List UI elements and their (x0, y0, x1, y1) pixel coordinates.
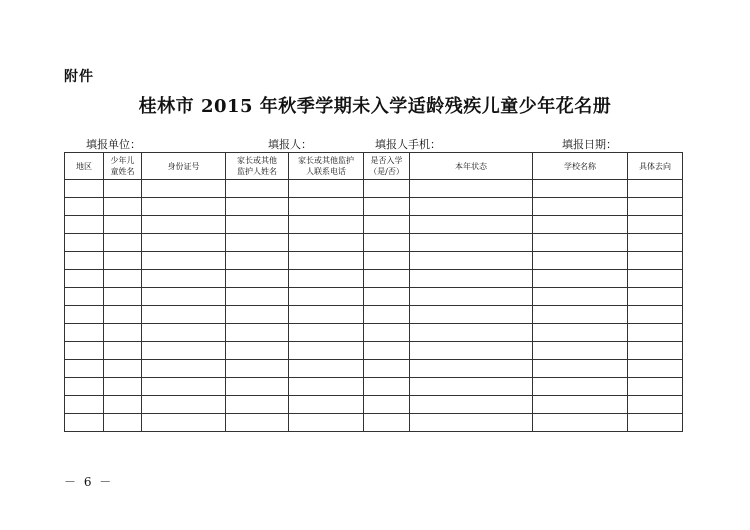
table-cell[interactable] (628, 198, 683, 216)
table-cell[interactable] (533, 360, 628, 378)
table-cell[interactable] (289, 270, 364, 288)
table-cell[interactable] (226, 360, 289, 378)
table-cell[interactable] (226, 378, 289, 396)
table-cell[interactable] (628, 252, 683, 270)
table-cell[interactable] (226, 270, 289, 288)
table-cell[interactable] (533, 270, 628, 288)
column-header: 身份证号 (142, 153, 226, 180)
table-cell[interactable] (104, 288, 142, 306)
table-cell[interactable] (410, 306, 533, 324)
column-header: 本年状态 (410, 153, 533, 180)
table-cell[interactable] (142, 252, 226, 270)
column-header: 学校名称 (533, 153, 628, 180)
table-cell[interactable] (65, 342, 104, 360)
table-cell[interactable] (410, 288, 533, 306)
table-cell[interactable] (410, 324, 533, 342)
table-cell[interactable] (364, 360, 410, 378)
table-row (65, 252, 683, 270)
table-cell[interactable] (364, 252, 410, 270)
table-cell[interactable] (142, 396, 226, 414)
table-cell[interactable] (65, 324, 104, 342)
table-cell[interactable] (104, 396, 142, 414)
page-number: － 6 － (64, 475, 114, 489)
table-cell[interactable] (289, 378, 364, 396)
table-cell[interactable] (226, 342, 289, 360)
table-cell[interactable] (142, 234, 226, 252)
column-header: 家长或其他监护 人联系电话 (289, 153, 364, 180)
table-cell[interactable] (628, 396, 683, 414)
table-cell[interactable] (410, 360, 533, 378)
table-cell[interactable] (65, 378, 104, 396)
table-cell[interactable] (628, 414, 683, 432)
table-cell[interactable] (226, 180, 289, 198)
table-cell[interactable] (226, 288, 289, 306)
table-cell[interactable] (104, 414, 142, 432)
table-cell[interactable] (410, 414, 533, 432)
table-cell[interactable] (142, 360, 226, 378)
column-header: 地区 (65, 153, 104, 180)
table-cell[interactable] (289, 252, 364, 270)
table-cell[interactable] (142, 288, 226, 306)
table-cell[interactable] (533, 342, 628, 360)
table-cell[interactable] (533, 414, 628, 432)
column-header: 是否入学 （是/否） (364, 153, 410, 180)
table-cell[interactable] (142, 198, 226, 216)
table-cell[interactable] (142, 306, 226, 324)
table-cell[interactable] (65, 234, 104, 252)
table-cell[interactable] (364, 378, 410, 396)
table-cell[interactable] (410, 180, 533, 198)
table-cell[interactable] (65, 306, 104, 324)
table-cell[interactable] (104, 216, 142, 234)
table-cell[interactable] (142, 378, 226, 396)
attachment-label: 附件 (64, 69, 94, 85)
reporting-date-label: 填报日期： (562, 138, 617, 151)
table-cell[interactable] (628, 216, 683, 234)
table-row (65, 234, 683, 252)
table-cell[interactable] (628, 378, 683, 396)
column-header: 具体去向 (628, 153, 683, 180)
table-cell[interactable] (104, 270, 142, 288)
table-cell[interactable] (364, 270, 410, 288)
table-cell[interactable] (226, 306, 289, 324)
table-cell[interactable] (104, 360, 142, 378)
table-cell[interactable] (65, 414, 104, 432)
table-cell[interactable] (533, 252, 628, 270)
reporter-phone-label: 填报人手机： (375, 138, 441, 151)
table-cell[interactable] (65, 198, 104, 216)
table-cell[interactable] (104, 378, 142, 396)
table-cell[interactable] (628, 306, 683, 324)
table-cell[interactable] (65, 180, 104, 198)
document-title: 桂林市 2015 年秋季学期未入学适龄残疾儿童少年花名册 (138, 96, 612, 117)
table-cell[interactable] (289, 324, 364, 342)
table-cell[interactable] (364, 216, 410, 234)
table-cell[interactable] (142, 324, 226, 342)
table-header-row (65, 153, 683, 180)
table-cell[interactable] (65, 360, 104, 378)
table-cell[interactable] (289, 342, 364, 360)
table-row (65, 288, 683, 306)
table-cell[interactable] (104, 324, 142, 342)
table-cell[interactable] (628, 324, 683, 342)
table-cell[interactable] (628, 234, 683, 252)
column-header: 少年儿 童姓名 (104, 153, 142, 180)
table-row (65, 216, 683, 234)
table-cell[interactable] (226, 396, 289, 414)
table-cell[interactable] (533, 324, 628, 342)
table-row (65, 270, 683, 288)
table-row (65, 396, 683, 414)
roster-table (64, 152, 683, 432)
table-cell[interactable] (410, 270, 533, 288)
table-cell[interactable] (289, 198, 364, 216)
table-row (65, 306, 683, 324)
table-cell[interactable] (364, 234, 410, 252)
table-cell[interactable] (142, 180, 226, 198)
table-cell[interactable] (65, 396, 104, 414)
table-cell[interactable] (289, 414, 364, 432)
reporting-unit-label: 填报单位： (86, 138, 141, 151)
table-cell[interactable] (628, 270, 683, 288)
table-cell[interactable] (364, 306, 410, 324)
table-cell[interactable] (65, 252, 104, 270)
table-cell[interactable] (364, 396, 410, 414)
table-cell[interactable] (628, 180, 683, 198)
table-cell[interactable] (289, 216, 364, 234)
table-row (65, 378, 683, 396)
table-cell[interactable] (104, 252, 142, 270)
table-row (65, 414, 683, 432)
table-cell[interactable] (533, 216, 628, 234)
table-cell[interactable] (533, 234, 628, 252)
table-cell[interactable] (289, 234, 364, 252)
table-cell[interactable] (364, 198, 410, 216)
table-row (65, 324, 683, 342)
table-cell[interactable] (628, 342, 683, 360)
table-cell[interactable] (289, 288, 364, 306)
table-cell[interactable] (410, 396, 533, 414)
table-cell[interactable] (533, 180, 628, 198)
table-cell[interactable] (104, 234, 142, 252)
table-cell[interactable] (628, 288, 683, 306)
table-row (65, 180, 683, 198)
table-row (65, 198, 683, 216)
roster-body (65, 180, 683, 432)
table-cell[interactable] (226, 198, 289, 216)
table-cell[interactable] (65, 288, 104, 306)
table-cell[interactable] (65, 270, 104, 288)
table-cell[interactable] (410, 216, 533, 234)
table-cell[interactable] (533, 378, 628, 396)
table-cell[interactable] (226, 234, 289, 252)
table-cell[interactable] (410, 378, 533, 396)
table-cell[interactable] (533, 396, 628, 414)
table-cell[interactable] (533, 198, 628, 216)
table-row (65, 342, 683, 360)
table-cell[interactable] (289, 396, 364, 414)
reporter-label: 填报人： (268, 138, 312, 151)
table-cell[interactable] (364, 324, 410, 342)
table-row (65, 360, 683, 378)
table-cell[interactable] (289, 306, 364, 324)
table-cell[interactable] (364, 414, 410, 432)
column-header: 家长或其他 监护人姓名 (226, 153, 289, 180)
table-cell[interactable] (364, 180, 410, 198)
table-cell[interactable] (533, 288, 628, 306)
table-cell[interactable] (226, 252, 289, 270)
table-cell[interactable] (364, 288, 410, 306)
table-cell[interactable] (142, 414, 226, 432)
table-cell[interactable] (533, 306, 628, 324)
table-cell[interactable] (104, 180, 142, 198)
table-cell[interactable] (410, 342, 533, 360)
table-cell[interactable] (142, 270, 226, 288)
table-cell[interactable] (289, 180, 364, 198)
table-cell[interactable] (410, 252, 533, 270)
table-cell[interactable] (226, 216, 289, 234)
table-cell[interactable] (142, 342, 226, 360)
table-cell[interactable] (104, 198, 142, 216)
table-cell[interactable] (226, 324, 289, 342)
table-cell[interactable] (410, 234, 533, 252)
table-cell[interactable] (289, 360, 364, 378)
table-cell[interactable] (142, 216, 226, 234)
table-cell[interactable] (104, 306, 142, 324)
table-cell[interactable] (226, 414, 289, 432)
table-cell[interactable] (65, 216, 104, 234)
table-cell[interactable] (410, 198, 533, 216)
table-cell[interactable] (364, 342, 410, 360)
table-cell[interactable] (628, 360, 683, 378)
table-cell[interactable] (104, 342, 142, 360)
